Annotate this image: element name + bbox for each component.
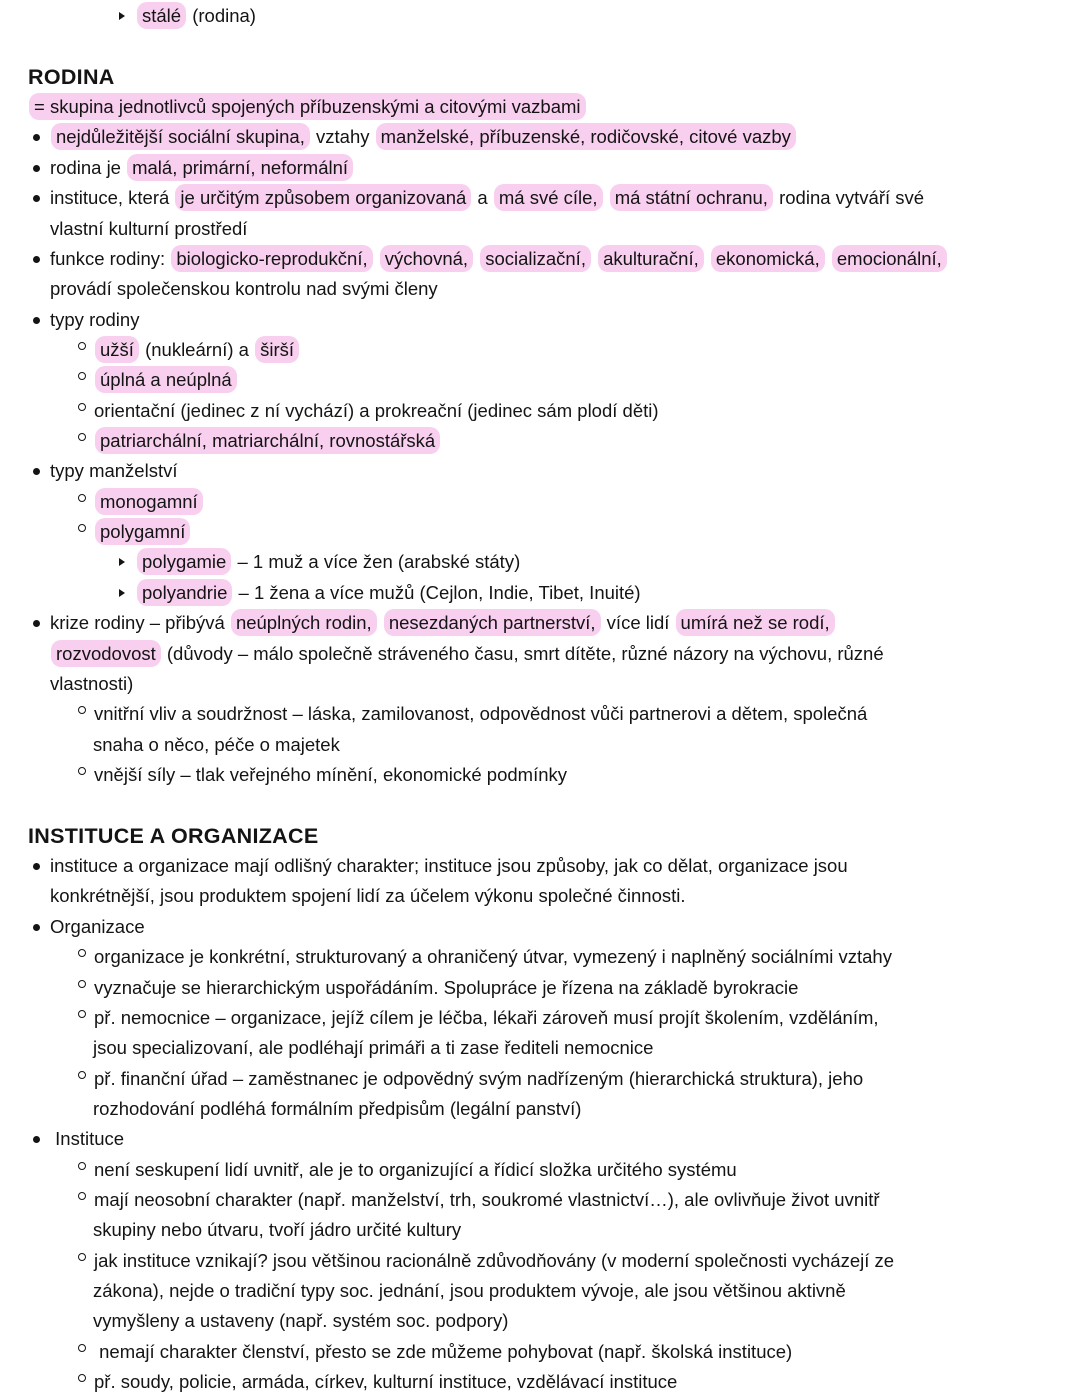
text-span: vnější síly – tlak veřejného mínění, ekonomické podmínky <box>94 763 568 785</box>
text-line <box>0 547 1080 577</box>
circle-bullet-icon <box>78 1071 86 1079</box>
text-span: př. finanční úřad – zaměstnanec je odpovědný svým nadřízeným (hierarchická struktura), jeho <box>94 1067 864 1089</box>
text-line <box>0 335 1080 365</box>
text-span <box>474 248 479 269</box>
text-line <box>0 1094 1080 1124</box>
text-span: Organizace <box>50 915 145 937</box>
text-span: a <box>472 187 493 209</box>
text-span: konkrétnější, jsou produktem spojení lidí za účelem výkonu společné činnosti. <box>50 885 686 907</box>
text-line <box>0 942 1080 972</box>
highlighted-text: neúplných rodin, <box>231 609 377 636</box>
circle-bullet-icon <box>78 706 86 714</box>
section-heading <box>0 62 1080 92</box>
text-span: vlastní kulturní prostředí <box>50 217 248 239</box>
text-line <box>0 1033 1080 1063</box>
text-line <box>0 730 1080 760</box>
text-span: (důvody – málo společně stráveného času, smrt dítěte, různé názory na výchovu, různé <box>161 642 884 664</box>
circle-bullet-icon <box>78 403 86 411</box>
disc-bullet-icon <box>33 256 40 263</box>
text-line <box>0 365 1080 395</box>
highlighted-text: nejdůležitější sociální skupina, <box>51 123 310 150</box>
highlighted-text: užší <box>95 336 139 363</box>
highlighted-text: stálé <box>137 2 186 29</box>
text-line <box>0 92 1080 122</box>
text-line <box>0 1215 1080 1245</box>
disc-bullet-icon <box>33 1136 40 1143</box>
circle-bullet-icon <box>78 1253 86 1261</box>
text-line <box>0 274 1080 304</box>
text-span: skupiny nebo útvaru, tvoří jádro určité kultury <box>93 1219 462 1241</box>
disc-bullet-icon <box>33 165 40 172</box>
text-span: provádí společenskou kontrolu nad svými členy <box>50 278 438 300</box>
text-span: (nukleární) a <box>139 338 255 360</box>
highlighted-text: má státní ochranu, <box>610 184 773 211</box>
circle-bullet-icon <box>78 1010 86 1018</box>
disc-bullet-icon <box>33 924 40 931</box>
circle-bullet-icon <box>78 1192 86 1200</box>
text-span: jak instituce vznikají? jsou většinou racionálně zdůvodňovány (v moderní společnosti vycházejí ze <box>94 1249 895 1271</box>
highlighted-text: socializační, <box>480 245 591 272</box>
text-line <box>0 639 1080 669</box>
highlighted-text: polygamie <box>137 548 231 575</box>
disc-bullet-icon <box>33 620 40 627</box>
text-span: funkce rodiny: <box>50 247 171 269</box>
circle-bullet-icon <box>78 524 86 532</box>
text-line <box>0 1367 1080 1397</box>
text-span: – 1 žena a více mužů (Cejlon, Indie, Tibet, Inuité) <box>233 581 641 603</box>
text-line <box>0 183 1080 213</box>
text-line <box>0 153 1080 183</box>
text-line <box>0 1246 1080 1276</box>
text-span <box>604 187 609 208</box>
text-span <box>374 248 379 269</box>
section-heading <box>0 821 1080 851</box>
disc-bullet-icon <box>33 468 40 475</box>
highlighted-text: nesezdaných partnerství, <box>384 609 601 636</box>
text-line <box>0 122 1080 152</box>
text-span: typy manželství <box>50 460 178 482</box>
text-span: vlastnosti) <box>50 672 134 694</box>
highlighted-text: polygamní <box>95 518 190 545</box>
circle-bullet-icon <box>78 980 86 988</box>
text-span <box>705 248 710 269</box>
text-span: vymyšleny a ustaveny (např. systém soc. podpory) <box>93 1310 509 1332</box>
triangle-bullet-icon <box>119 589 125 597</box>
text-line <box>0 669 1080 699</box>
text-span: mají neosobní charakter (např. manželství, trh, soukromé vlastnictví…), ale ovlivňuje život uvnitř <box>94 1189 880 1211</box>
text-line <box>0 578 1080 608</box>
text-span: př. nemocnice – organizace, jejíž cílem je léčba, lékaři zároveň musí projít školením, vzděláním, <box>94 1006 879 1028</box>
text-line <box>0 1185 1080 1215</box>
text-line <box>0 456 1080 486</box>
highlighted-text: umírá než se rodí, <box>676 609 835 636</box>
text-span: INSTITUCE A ORGANIZACE <box>28 823 319 848</box>
text-span: snaha o něco, péče o majetek <box>93 733 340 755</box>
circle-bullet-icon <box>78 767 86 775</box>
circle-bullet-icon <box>78 433 86 441</box>
highlighted-text: manželské, příbuzenské, rodičovské, citové vazby <box>376 123 796 150</box>
highlighted-text: úplná a neúplná <box>95 366 237 393</box>
disc-bullet-icon <box>33 317 40 324</box>
circle-bullet-icon <box>78 1162 86 1170</box>
text-line <box>0 851 1080 881</box>
text-span: vztahy <box>310 126 375 148</box>
disc-bullet-icon <box>33 863 40 870</box>
text-span: instituce a organizace mají odlišný charakter; instituce jsou způsoby, jak co dělat, organizace jsou <box>50 855 848 877</box>
text-line <box>0 1064 1080 1094</box>
text-span: jsou specializovaní, ale podléhají primáři a ti zase řediteli nemocnice <box>93 1037 654 1059</box>
text-span: (rodina) <box>187 5 256 26</box>
text-span <box>592 248 597 269</box>
highlighted-text: biologicko-reprodukční, <box>171 245 372 272</box>
text-line <box>0 1276 1080 1306</box>
text-line <box>0 305 1080 335</box>
highlighted-text: výchovná, <box>380 245 473 272</box>
text-line <box>0 1155 1080 1185</box>
text-span: Instituce <box>50 1128 125 1150</box>
text-span: rodina je <box>50 156 127 178</box>
circle-bullet-icon <box>78 494 86 502</box>
text-line <box>0 487 1080 517</box>
highlighted-text: patriarchální, matriarchální, rovnostářská <box>95 427 440 454</box>
text-span: zákona), nejde o tradiční typy soc. jednání, jsou produktem vývoje, ale jsou většinou aktivně <box>93 1280 846 1302</box>
text-line <box>0 396 1080 426</box>
triangle-bullet-icon <box>119 558 125 566</box>
text-line <box>0 760 1080 790</box>
highlighted-text: malá, primární, neformální <box>127 154 353 181</box>
circle-bullet-icon <box>78 342 86 350</box>
circle-bullet-icon <box>78 1344 86 1352</box>
text-line <box>0 699 1080 729</box>
text-line <box>0 244 1080 274</box>
text-line <box>0 1 1080 31</box>
disc-bullet-icon <box>33 195 40 202</box>
highlighted-text: má své cíle, <box>494 184 603 211</box>
text-span: vyznačuje se hierarchickým uspořádáním. Spolupráce je řízena na základě byrokracie <box>94 976 799 998</box>
text-span: typy rodiny <box>50 308 140 330</box>
highlighted-text: ekonomická, <box>711 245 825 272</box>
text-line <box>0 1306 1080 1336</box>
highlighted-text: = skupina jednotlivců spojených příbuzenskými a citovými vazbami <box>29 93 586 120</box>
circle-bullet-icon <box>78 372 86 380</box>
disc-bullet-icon <box>33 134 40 141</box>
triangle-bullet-icon <box>119 12 125 20</box>
highlighted-text: je určitým způsobem organizovaná <box>175 184 471 211</box>
text-line <box>0 973 1080 1003</box>
text-span: rodina vytváří své <box>773 187 925 209</box>
text-span: vnitřní vliv a soudržnost – láska, zamilovanost, odpovědnost vůči partnerovi a dětem, společná <box>94 703 868 725</box>
highlighted-text: rozvodovost <box>51 640 161 667</box>
blank-line <box>0 31 1080 61</box>
blank-line <box>0 790 1080 820</box>
text-span <box>826 248 831 269</box>
text-span: není seskupení lidí uvnitř, ale je to organizující a řídicí složka určitého systému <box>94 1158 737 1180</box>
text-line <box>0 517 1080 547</box>
text-line <box>0 1337 1080 1367</box>
text-line <box>0 426 1080 456</box>
text-line <box>0 1124 1080 1154</box>
text-span: orientační (jedinec z ní vychází) a prokreační (jedinec sám plodí děti) <box>94 399 659 421</box>
text-span: – 1 muž a více žen (arabské státy) <box>232 551 521 573</box>
text-line <box>0 608 1080 638</box>
text-span: př. soudy, policie, armáda, církev, kulturní instituce, vzdělávací instituce <box>94 1371 678 1393</box>
text-span: instituce, která <box>50 187 175 209</box>
highlighted-text: emocionální, <box>832 245 947 272</box>
text-line <box>0 1003 1080 1033</box>
text-span <box>378 612 383 633</box>
text-line <box>0 912 1080 942</box>
circle-bullet-icon <box>78 1374 86 1382</box>
text-span: nemají charakter členství, přesto se zde můžeme pohybovat (např. školská instituce) <box>94 1340 793 1362</box>
text-line <box>0 881 1080 911</box>
text-span: krize rodiny – přibývá <box>50 612 230 634</box>
highlighted-text: monogamní <box>95 488 203 515</box>
text-span: RODINA <box>28 64 115 89</box>
highlighted-text: širší <box>255 336 299 363</box>
text-line <box>0 214 1080 244</box>
text-span: více lidí <box>601 612 675 634</box>
text-span: organizace je konkrétní, strukturovaný a ohraničený útvar, vymezený i naplněný sociálními vztahy <box>94 946 892 968</box>
text-span: rozhodování podléhá formálním předpisům (legální panství) <box>93 1097 582 1119</box>
highlighted-text: polyandrie <box>137 579 232 606</box>
circle-bullet-icon <box>78 949 86 957</box>
highlighted-text: akulturační, <box>598 245 704 272</box>
